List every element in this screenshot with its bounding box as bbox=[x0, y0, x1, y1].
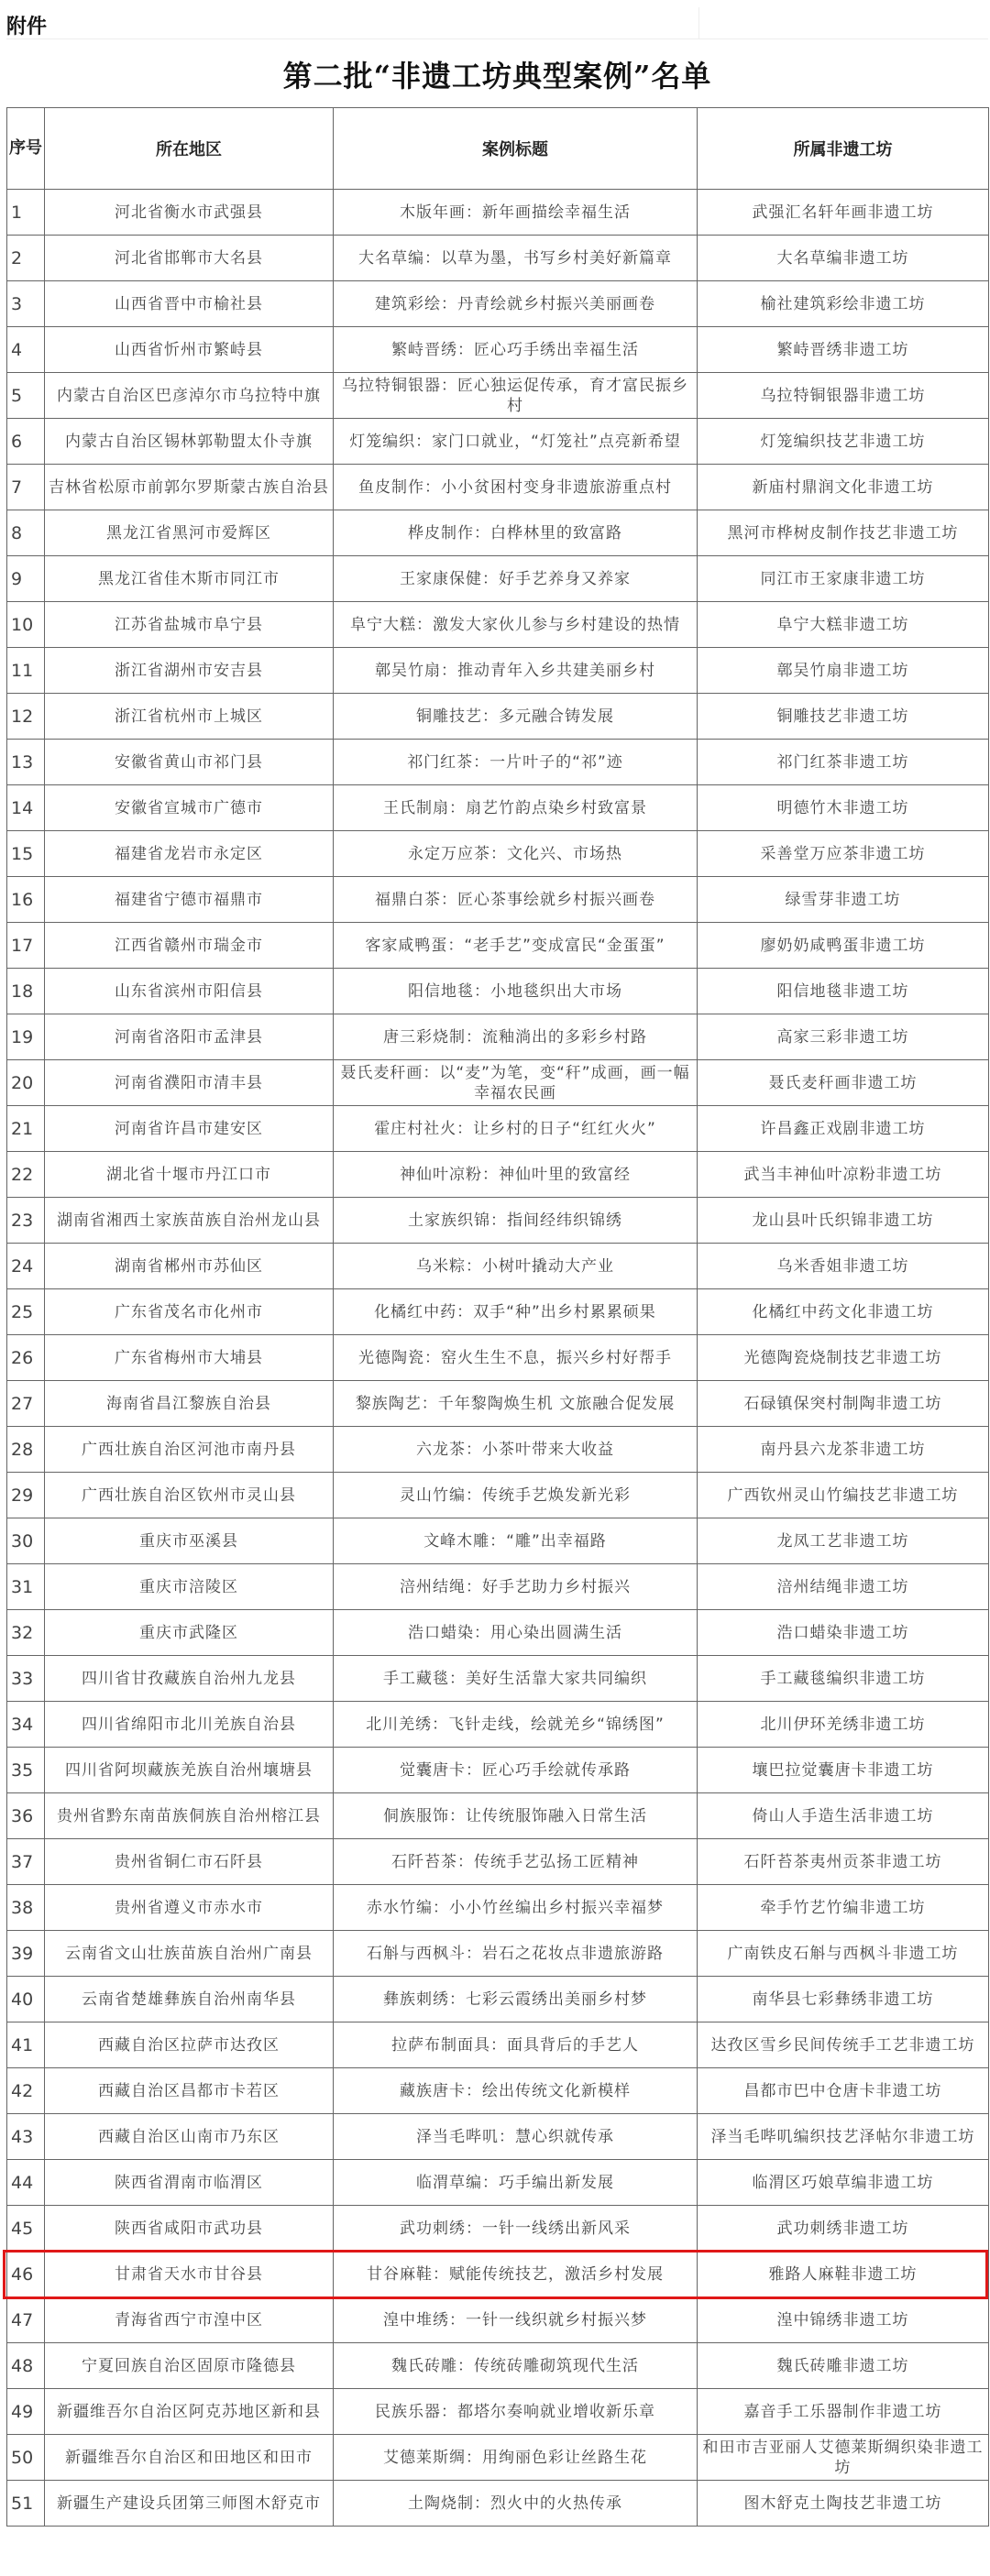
row-number: 11 bbox=[7, 648, 45, 694]
row-workshop: 昌都市巴中仓唐卡非遗工坊 bbox=[698, 2068, 989, 2114]
row-workshop: 石阡苔茶夷州贡茶非遗工坊 bbox=[698, 1839, 989, 1885]
row-region: 贵州省黔东南苗族侗族自治州榕江县 bbox=[45, 1793, 334, 1839]
table-row bbox=[7, 2160, 989, 2206]
row-case-title: 民族乐器：都塔尔奏响就业增收新乐章 bbox=[334, 2389, 698, 2435]
row-workshop: 魏氏砖雕非遗工坊 bbox=[698, 2343, 989, 2389]
row-region: 河南省濮阳市清丰县 bbox=[45, 1060, 334, 1106]
table-row bbox=[7, 2343, 989, 2389]
row-number: 49 bbox=[7, 2389, 45, 2435]
table-row bbox=[7, 1289, 989, 1335]
table-row bbox=[7, 2114, 989, 2160]
column-header-workshop: 所属非遗工坊 bbox=[698, 108, 989, 190]
row-region: 宁夏回族自治区固原市隆德县 bbox=[45, 2343, 334, 2389]
row-number: 22 bbox=[7, 1152, 45, 1198]
row-workshop: 采善堂万应茶非遗工坊 bbox=[698, 831, 989, 877]
row-workshop: 新庙村鼎润文化非遗工坊 bbox=[698, 465, 989, 510]
row-region: 广西壮族自治区河池市南丹县 bbox=[45, 1427, 334, 1473]
row-case-title: 涪州结绳：好手艺助力乡村振兴 bbox=[334, 1564, 698, 1610]
row-case-title: 木版年画：新年画描绘幸福生活 bbox=[334, 190, 698, 236]
row-case-title: 客家咸鸭蛋：“老手艺”变成富民“金蛋蛋” bbox=[334, 923, 698, 969]
row-case-title: 拉萨布制面具：面具背后的手艺人 bbox=[334, 2022, 698, 2068]
row-region: 黑龙江省黑河市爱辉区 bbox=[45, 510, 334, 556]
table-row bbox=[7, 648, 989, 694]
row-workshop: 高家三彩非遗工坊 bbox=[698, 1014, 989, 1060]
table-row bbox=[7, 373, 989, 419]
row-region: 海南省昌江黎族自治县 bbox=[45, 1381, 334, 1427]
row-workshop: 手工藏毯编织非遗工坊 bbox=[698, 1656, 989, 1702]
row-workshop: 黑河市桦树皮制作技艺非遗工坊 bbox=[698, 510, 989, 556]
row-number: 19 bbox=[7, 1014, 45, 1060]
table-row bbox=[7, 1656, 989, 1702]
table-row bbox=[7, 923, 989, 969]
row-number: 26 bbox=[7, 1335, 45, 1381]
row-workshop: 灯笼编织技艺非遗工坊 bbox=[698, 419, 989, 465]
row-number: 6 bbox=[7, 419, 45, 465]
row-case-title: 鄣吴竹扇：推动青年入乡共建美丽乡村 bbox=[334, 648, 698, 694]
row-workshop: 祁门红茶非遗工坊 bbox=[698, 740, 989, 785]
row-workshop: 明德竹木非遗工坊 bbox=[698, 785, 989, 831]
row-number: 21 bbox=[7, 1106, 45, 1152]
row-number: 34 bbox=[7, 1702, 45, 1748]
row-workshop: 武当丰神仙叶凉粉非遗工坊 bbox=[698, 1152, 989, 1198]
row-number: 27 bbox=[7, 1381, 45, 1427]
row-case-title: 彝族刺绣：七彩云霞绣出美丽乡村梦 bbox=[334, 1977, 698, 2022]
row-number: 44 bbox=[7, 2160, 45, 2206]
row-region: 四川省甘孜藏族自治州九龙县 bbox=[45, 1656, 334, 1702]
row-region: 河南省许昌市建安区 bbox=[45, 1106, 334, 1152]
table-row bbox=[7, 1885, 989, 1931]
row-case-title: 繁峙晋绣：匠心巧手绣出幸福生活 bbox=[334, 327, 698, 373]
table-row bbox=[7, 510, 989, 556]
row-workshop: 聂氏麦秆画非遗工坊 bbox=[698, 1060, 989, 1106]
row-region: 重庆市武隆区 bbox=[45, 1610, 334, 1656]
table-row bbox=[7, 1518, 989, 1564]
row-region: 四川省绵阳市北川羌族自治县 bbox=[45, 1702, 334, 1748]
row-region: 贵州省遵义市赤水市 bbox=[45, 1885, 334, 1931]
table-row bbox=[7, 190, 989, 236]
row-number: 42 bbox=[7, 2068, 45, 2114]
row-region: 云南省楚雄彝族自治州南华县 bbox=[45, 1977, 334, 2022]
row-number: 10 bbox=[7, 602, 45, 648]
row-number: 45 bbox=[7, 2206, 45, 2252]
row-region: 甘肃省天水市甘谷县 bbox=[45, 2252, 334, 2297]
row-workshop: 廖奶奶咸鸭蛋非遗工坊 bbox=[698, 923, 989, 969]
row-case-title: 阳信地毯：小地毯织出大市场 bbox=[334, 969, 698, 1014]
row-region: 福建省宁德市福鼎市 bbox=[45, 877, 334, 923]
row-case-title: 石斛与西枫斗：岩石之花妆点非遗旅游路 bbox=[334, 1931, 698, 1977]
case-list-table bbox=[6, 107, 989, 2527]
row-region: 河北省衡水市武强县 bbox=[45, 190, 334, 236]
row-case-title: 霍庄村社火：让乡村的日子“红红火火” bbox=[334, 1106, 698, 1152]
row-case-title: 大名草编：以草为墨，书写乡村美好新篇章 bbox=[334, 236, 698, 281]
row-region: 湖北省十堰市丹江口市 bbox=[45, 1152, 334, 1198]
document-title: 第二批“非遗工坊典型案例”名单 bbox=[282, 59, 712, 93]
row-workshop: 铜雕技艺非遗工坊 bbox=[698, 694, 989, 740]
row-case-title: 聂氏麦秆画：以“麦”为笔，变“秆”成画，画一幅幸福农民画 bbox=[334, 1060, 698, 1106]
row-case-title: 觉囊唐卡：匠心巧手绘就传承路 bbox=[334, 1748, 698, 1793]
table-row bbox=[7, 1793, 989, 1839]
row-region: 重庆市巫溪县 bbox=[45, 1518, 334, 1564]
table-row bbox=[7, 281, 989, 327]
row-region: 贵州省铜仁市石阡县 bbox=[45, 1839, 334, 1885]
row-case-title: 赤水竹编：小小竹丝编出乡村振兴幸福梦 bbox=[334, 1885, 698, 1931]
table-row bbox=[7, 2297, 989, 2343]
row-region: 黑龙江省佳木斯市同江市 bbox=[45, 556, 334, 602]
title-row bbox=[6, 40, 988, 106]
row-workshop: 龙凤工艺非遗工坊 bbox=[698, 1518, 989, 1564]
row-workshop: 阳信地毯非遗工坊 bbox=[698, 969, 989, 1014]
row-number: 7 bbox=[7, 465, 45, 510]
row-region: 山西省忻州市繁峙县 bbox=[45, 327, 334, 373]
row-workshop: 乌米香姐非遗工坊 bbox=[698, 1244, 989, 1289]
table-row bbox=[7, 1931, 989, 1977]
table-row bbox=[7, 694, 989, 740]
row-case-title: 鱼皮制作：小小贫困村变身非遗旅游重点村 bbox=[334, 465, 698, 510]
table-row bbox=[7, 2206, 989, 2252]
row-case-title: 泽当毛哔叽：慧心织就传承 bbox=[334, 2114, 698, 2160]
row-workshop: 泽当毛哔叽编织技艺泽帖尔非遗工坊 bbox=[698, 2114, 989, 2160]
row-number: 24 bbox=[7, 1244, 45, 1289]
table-row bbox=[7, 1427, 989, 1473]
row-workshop: 涪州结绳非遗工坊 bbox=[698, 1564, 989, 1610]
row-region: 安徽省宣城市广德市 bbox=[45, 785, 334, 831]
row-number: 18 bbox=[7, 969, 45, 1014]
table-row bbox=[7, 1702, 989, 1748]
row-workshop: 和田市吉亚丽人艾德莱斯绸织染非遗工坊 bbox=[698, 2435, 989, 2481]
row-number: 13 bbox=[7, 740, 45, 785]
row-case-title: 侗族服饰：让传统服饰融入日常生活 bbox=[334, 1793, 698, 1839]
row-workshop: 倚山人手造生活非遗工坊 bbox=[698, 1793, 989, 1839]
table-row bbox=[7, 1152, 989, 1198]
table-row bbox=[7, 831, 989, 877]
row-region: 四川省阿坝藏族羌族自治州壤塘县 bbox=[45, 1748, 334, 1793]
row-region: 内蒙古自治区巴彦淖尔市乌拉特中旗 bbox=[45, 373, 334, 419]
row-case-title: 临渭草编：巧手编出新发展 bbox=[334, 2160, 698, 2206]
row-workshop: 绿雪芽非遗工坊 bbox=[698, 877, 989, 923]
row-number: 30 bbox=[7, 1518, 45, 1564]
row-case-title: 浩口蜡染：用心染出圆满生活 bbox=[334, 1610, 698, 1656]
row-case-title: 藏族唐卡：绘出传统文化新模样 bbox=[334, 2068, 698, 2114]
row-workshop: 乌拉特铜银器非遗工坊 bbox=[698, 373, 989, 419]
row-region: 新疆维吾尔自治区和田地区和田市 bbox=[45, 2435, 334, 2481]
table-row bbox=[7, 1564, 989, 1610]
row-workshop: 繁峙晋绣非遗工坊 bbox=[698, 327, 989, 373]
table-row bbox=[7, 740, 989, 785]
table-row bbox=[7, 465, 989, 510]
row-workshop: 壤巴拉觉囊唐卡非遗工坊 bbox=[698, 1748, 989, 1793]
table-row bbox=[7, 877, 989, 923]
row-workshop: 榆社建筑彩绘非遗工坊 bbox=[698, 281, 989, 327]
row-number: 39 bbox=[7, 1931, 45, 1977]
row-region: 陕西省渭南市临渭区 bbox=[45, 2160, 334, 2206]
column-header-number: 序号 bbox=[7, 108, 45, 190]
row-case-title: 唐三彩烧制：流釉淌出的多彩乡村路 bbox=[334, 1014, 698, 1060]
table-row bbox=[7, 327, 989, 373]
row-case-title: 神仙叶凉粉：神仙叶里的致富经 bbox=[334, 1152, 698, 1198]
row-workshop: 光德陶瓷烧制技艺非遗工坊 bbox=[698, 1335, 989, 1381]
row-region: 新疆维吾尔自治区阿克苏地区新和县 bbox=[45, 2389, 334, 2435]
table-row bbox=[7, 1473, 989, 1518]
row-region: 湖南省郴州市苏仙区 bbox=[45, 1244, 334, 1289]
row-case-title: 甘谷麻鞋：赋能传统技艺，激活乡村发展 bbox=[334, 2252, 698, 2297]
row-number: 1 bbox=[7, 190, 45, 236]
table-row bbox=[7, 1748, 989, 1793]
row-region: 西藏自治区昌都市卡若区 bbox=[45, 2068, 334, 2114]
row-case-title: 福鼎白茶：匠心茶事绘就乡村振兴画卷 bbox=[334, 877, 698, 923]
table-row bbox=[7, 2022, 989, 2068]
row-workshop: 阜宁大糕非遗工坊 bbox=[698, 602, 989, 648]
row-number: 47 bbox=[7, 2297, 45, 2343]
row-workshop: 湟中锦绣非遗工坊 bbox=[698, 2297, 989, 2343]
row-case-title: 光德陶瓷：窑火生生不息，振兴乡村好帮手 bbox=[334, 1335, 698, 1381]
row-case-title: 祁门红茶：一片叶子的“祁”迹 bbox=[334, 740, 698, 785]
table-row bbox=[7, 2435, 989, 2481]
row-case-title: 石阡苔茶：传统手艺弘扬工匠精神 bbox=[334, 1839, 698, 1885]
table-row bbox=[7, 236, 989, 281]
row-number: 35 bbox=[7, 1748, 45, 1793]
row-number: 36 bbox=[7, 1793, 45, 1839]
row-region: 西藏自治区拉萨市达孜区 bbox=[45, 2022, 334, 2068]
row-region: 河南省洛阳市孟津县 bbox=[45, 1014, 334, 1060]
table-row bbox=[7, 1014, 989, 1060]
row-region: 江西省赣州市瑞金市 bbox=[45, 923, 334, 969]
row-number: 5 bbox=[7, 373, 45, 419]
table-row bbox=[7, 1198, 989, 1244]
table-row bbox=[7, 2068, 989, 2114]
row-workshop: 许昌鑫正戏剧非遗工坊 bbox=[698, 1106, 989, 1152]
row-workshop: 化橘红中药文化非遗工坊 bbox=[698, 1289, 989, 1335]
row-number: 31 bbox=[7, 1564, 45, 1610]
row-case-title: 湟中堆绣：一针一线织就乡村振兴梦 bbox=[334, 2297, 698, 2343]
row-case-title: 王家康保健：好手艺养身又养家 bbox=[334, 556, 698, 602]
row-workshop: 大名草编非遗工坊 bbox=[698, 236, 989, 281]
row-workshop: 北川伊环羌绣非遗工坊 bbox=[698, 1702, 989, 1748]
row-region: 广西壮族自治区钦州市灵山县 bbox=[45, 1473, 334, 1518]
row-workshop: 石碌镇保突村制陶非遗工坊 bbox=[698, 1381, 989, 1427]
row-case-title: 艾德莱斯绸：用绚丽色彩让丝路生花 bbox=[334, 2435, 698, 2481]
row-workshop: 龙山县叶氏织锦非遗工坊 bbox=[698, 1198, 989, 1244]
row-case-title: 乌拉特铜银器：匠心独运促传承，育才富民振乡村 bbox=[334, 373, 698, 419]
row-workshop: 广西钦州灵山竹编技艺非遗工坊 bbox=[698, 1473, 989, 1518]
row-number: 33 bbox=[7, 1656, 45, 1702]
table-row bbox=[7, 2252, 989, 2297]
row-region: 重庆市涪陵区 bbox=[45, 1564, 334, 1610]
table-row bbox=[7, 556, 989, 602]
row-case-title: 土陶烧制：烈火中的火热传承 bbox=[334, 2481, 698, 2527]
row-region: 青海省西宁市湟中区 bbox=[45, 2297, 334, 2343]
row-region: 江苏省盐城市阜宁县 bbox=[45, 602, 334, 648]
row-workshop: 雅路人麻鞋非遗工坊 bbox=[698, 2252, 989, 2297]
table-row bbox=[7, 1106, 989, 1152]
row-case-title: 铜雕技艺：多元融合铸发展 bbox=[334, 694, 698, 740]
row-case-title: 化橘红中药：双手“种”出乡村累累硕果 bbox=[334, 1289, 698, 1335]
row-number: 14 bbox=[7, 785, 45, 831]
table-row bbox=[7, 1060, 989, 1106]
row-number: 41 bbox=[7, 2022, 45, 2068]
row-case-title: 北川羌绣：飞针走线，绘就羌乡“锦绣图” bbox=[334, 1702, 698, 1748]
row-number: 17 bbox=[7, 923, 45, 969]
row-case-title: 桦皮制作：白桦林里的致富路 bbox=[334, 510, 698, 556]
row-workshop: 牵手竹艺竹编非遗工坊 bbox=[698, 1885, 989, 1931]
row-case-title: 乌米粽：小树叶撬动大产业 bbox=[334, 1244, 698, 1289]
row-case-title: 武功刺绣：一针一线绣出新风采 bbox=[334, 2206, 698, 2252]
row-number: 25 bbox=[7, 1289, 45, 1335]
row-case-title: 灵山竹编：传统手艺焕发新光彩 bbox=[334, 1473, 698, 1518]
table-row bbox=[7, 1977, 989, 2022]
row-region: 内蒙古自治区锡林郭勒盟太仆寺旗 bbox=[45, 419, 334, 465]
row-case-title: 手工藏毯：美好生活靠大家共同编织 bbox=[334, 1656, 698, 1702]
row-number: 3 bbox=[7, 281, 45, 327]
row-number: 37 bbox=[7, 1839, 45, 1885]
row-number: 2 bbox=[7, 236, 45, 281]
row-case-title: 永定万应茶：文化兴、市场热 bbox=[334, 831, 698, 877]
column-header-region: 所在地区 bbox=[45, 108, 334, 190]
attachment-header bbox=[6, 7, 988, 39]
row-case-title: 六龙茶：小茶叶带来大收益 bbox=[334, 1427, 698, 1473]
table-row bbox=[7, 1839, 989, 1885]
row-region: 云南省文山壮族苗族自治州广南县 bbox=[45, 1931, 334, 1977]
row-number: 12 bbox=[7, 694, 45, 740]
row-number: 4 bbox=[7, 327, 45, 373]
row-number: 8 bbox=[7, 510, 45, 556]
row-workshop: 武强汇名轩年画非遗工坊 bbox=[698, 190, 989, 236]
row-region: 广东省梅州市大埔县 bbox=[45, 1335, 334, 1381]
row-case-title: 王氏制扇：扇艺竹韵点染乡村致富景 bbox=[334, 785, 698, 831]
row-number: 29 bbox=[7, 1473, 45, 1518]
row-number: 46 bbox=[7, 2252, 45, 2297]
row-region: 西藏自治区山南市乃东区 bbox=[45, 2114, 334, 2160]
row-region: 吉林省松原市前郭尔罗斯蒙古族自治县 bbox=[45, 465, 334, 510]
row-workshop: 广南铁皮石斛与西枫斗非遗工坊 bbox=[698, 1931, 989, 1977]
row-workshop: 南丹县六龙茶非遗工坊 bbox=[698, 1427, 989, 1473]
table-row bbox=[7, 1381, 989, 1427]
row-case-title: 文峰木雕：“雕”出幸福路 bbox=[334, 1518, 698, 1564]
row-workshop: 武功刺绣非遗工坊 bbox=[698, 2206, 989, 2252]
table-row bbox=[7, 2389, 989, 2435]
row-region: 山西省晋中市榆社县 bbox=[45, 281, 334, 327]
row-number: 16 bbox=[7, 877, 45, 923]
row-case-title: 阜宁大糕：激发大家伙儿参与乡村建设的热情 bbox=[334, 602, 698, 648]
row-number: 9 bbox=[7, 556, 45, 602]
row-number: 40 bbox=[7, 1977, 45, 2022]
table-body bbox=[7, 190, 989, 2527]
row-number: 38 bbox=[7, 1885, 45, 1931]
row-workshop: 图木舒克土陶技艺非遗工坊 bbox=[698, 2481, 989, 2527]
row-region: 湖南省湘西土家族苗族自治州龙山县 bbox=[45, 1198, 334, 1244]
row-number: 15 bbox=[7, 831, 45, 877]
row-number: 51 bbox=[7, 2481, 45, 2527]
row-number: 23 bbox=[7, 1198, 45, 1244]
attachment-label: 附件 bbox=[6, 16, 48, 38]
row-workshop: 南华县七彩彝绣非遗工坊 bbox=[698, 1977, 989, 2022]
row-workshop: 达孜区雪乡民间传统手工艺非遗工坊 bbox=[698, 2022, 989, 2068]
table-row bbox=[7, 785, 989, 831]
row-workshop: 浩口蜡染非遗工坊 bbox=[698, 1610, 989, 1656]
row-case-title: 灯笼编织：家门口就业，“灯笼社”点亮新希望 bbox=[334, 419, 698, 465]
row-region: 福建省龙岩市永定区 bbox=[45, 831, 334, 877]
row-number: 43 bbox=[7, 2114, 45, 2160]
row-workshop: 同江市王家康非遗工坊 bbox=[698, 556, 989, 602]
table-row bbox=[7, 419, 989, 465]
row-number: 48 bbox=[7, 2343, 45, 2389]
table-row bbox=[7, 1610, 989, 1656]
row-case-title: 建筑彩绘：丹青绘就乡村振兴美丽画卷 bbox=[334, 281, 698, 327]
row-number: 32 bbox=[7, 1610, 45, 1656]
row-region: 河北省邯郸市大名县 bbox=[45, 236, 334, 281]
row-region: 安徽省黄山市祁门县 bbox=[45, 740, 334, 785]
row-case-title: 魏氏砖雕：传统砖雕砌筑现代生活 bbox=[334, 2343, 698, 2389]
row-workshop: 嘉音手工乐器制作非遗工坊 bbox=[698, 2389, 989, 2435]
row-number: 50 bbox=[7, 2435, 45, 2481]
row-number: 28 bbox=[7, 1427, 45, 1473]
row-region: 新疆生产建设兵团第三师图木舒克市 bbox=[45, 2481, 334, 2527]
table-row bbox=[7, 1244, 989, 1289]
row-region: 浙江省杭州市上城区 bbox=[45, 694, 334, 740]
row-workshop: 临渭区巧娘草编非遗工坊 bbox=[698, 2160, 989, 2206]
row-region: 山东省滨州市阳信县 bbox=[45, 969, 334, 1014]
row-number: 20 bbox=[7, 1060, 45, 1106]
column-header-case-title: 案例标题 bbox=[334, 108, 698, 190]
row-case-title: 黎族陶艺：千年黎陶焕生机 文旅融合促发展 bbox=[334, 1381, 698, 1427]
attachment-side-cell bbox=[698, 7, 989, 38]
table-header-row bbox=[7, 108, 989, 190]
row-case-title: 土家族织锦：指间经纬织锦绣 bbox=[334, 1198, 698, 1244]
table-row bbox=[7, 1335, 989, 1381]
row-region: 浙江省湖州市安吉县 bbox=[45, 648, 334, 694]
table-row bbox=[7, 2481, 989, 2527]
row-workshop: 鄣吴竹扇非遗工坊 bbox=[698, 648, 989, 694]
row-region: 广东省茂名市化州市 bbox=[45, 1289, 334, 1335]
table-row bbox=[7, 602, 989, 648]
table-row bbox=[7, 969, 989, 1014]
row-region: 陕西省咸阳市武功县 bbox=[45, 2206, 334, 2252]
